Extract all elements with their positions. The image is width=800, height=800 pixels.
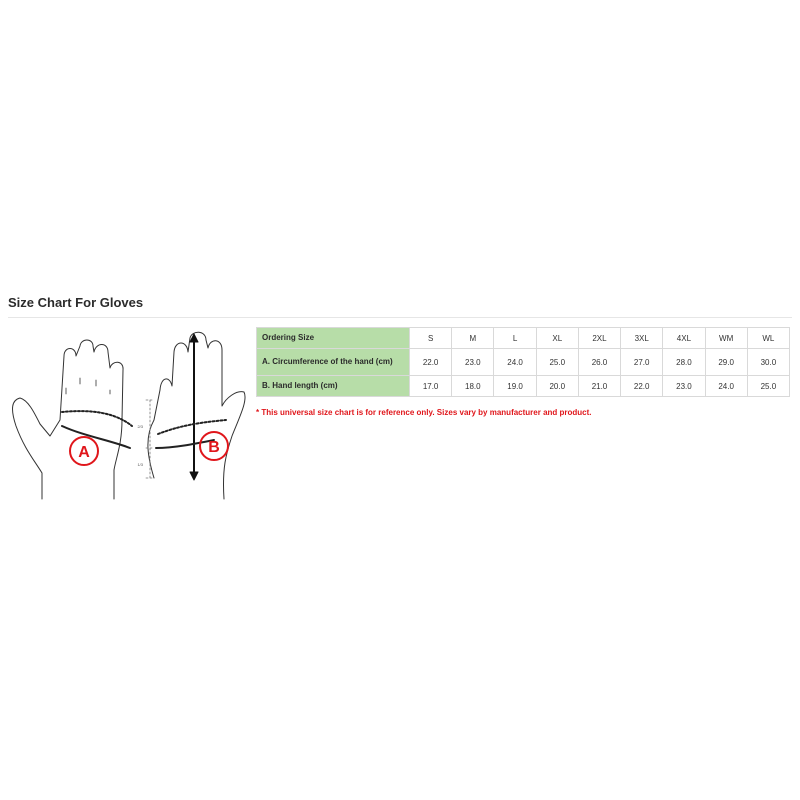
value-cell: 28.0 bbox=[663, 349, 705, 376]
value-cell: 18.0 bbox=[452, 376, 494, 397]
table-row bbox=[257, 349, 790, 376]
row-label-cell: B. Hand length (cm) bbox=[257, 376, 410, 397]
row-label-cell: A. Circumference of the hand (cm) bbox=[257, 349, 410, 376]
size-header-cell: XL bbox=[536, 328, 578, 349]
size-header-cell: L bbox=[494, 328, 536, 349]
value-cell: 19.0 bbox=[494, 376, 536, 397]
value-cell: 22.0 bbox=[410, 349, 452, 376]
value-cell: 30.0 bbox=[747, 349, 789, 376]
page-title: Size Chart For Gloves bbox=[8, 295, 144, 310]
value-cell: 20.0 bbox=[536, 376, 578, 397]
size-header-cell: 4XL bbox=[663, 328, 705, 349]
reference-note: * This universal size chart is for reference only. Sizes vary by manufacturer and product. bbox=[256, 408, 592, 417]
title-divider bbox=[8, 317, 792, 318]
value-cell: 29.0 bbox=[705, 349, 747, 376]
value-cell: 23.0 bbox=[663, 376, 705, 397]
hand-measurement-illustration bbox=[4, 328, 250, 503]
value-cell: 17.0 bbox=[410, 376, 452, 397]
label-a: A bbox=[78, 444, 90, 461]
value-cell: 22.0 bbox=[621, 376, 663, 397]
ratio-guide bbox=[146, 400, 154, 478]
value-cell: 21.0 bbox=[578, 376, 620, 397]
value-cell: 24.0 bbox=[705, 376, 747, 397]
table-header-row bbox=[257, 328, 790, 349]
value-cell: 23.0 bbox=[452, 349, 494, 376]
ratio-top-label: 2/3 bbox=[137, 424, 143, 429]
size-header-cell: S bbox=[410, 328, 452, 349]
value-cell: 27.0 bbox=[621, 349, 663, 376]
label-b: B bbox=[208, 439, 220, 456]
size-chart-table bbox=[256, 327, 790, 397]
value-cell: 25.0 bbox=[747, 376, 789, 397]
value-cell: 25.0 bbox=[536, 349, 578, 376]
wrist-line-solid bbox=[156, 440, 214, 448]
size-header-cell: 2XL bbox=[578, 328, 620, 349]
value-cell: 26.0 bbox=[578, 349, 620, 376]
left-hand-outline bbox=[13, 340, 124, 499]
size-header-cell: WM bbox=[705, 328, 747, 349]
size-header-cell: 3XL bbox=[621, 328, 663, 349]
value-cell: 24.0 bbox=[494, 349, 536, 376]
size-header-cell: M bbox=[452, 328, 494, 349]
table-row bbox=[257, 376, 790, 397]
size-header-cell: WL bbox=[747, 328, 789, 349]
ratio-bottom-label: 1/3 bbox=[137, 462, 143, 467]
header-label-cell: Ordering Size bbox=[257, 328, 410, 349]
